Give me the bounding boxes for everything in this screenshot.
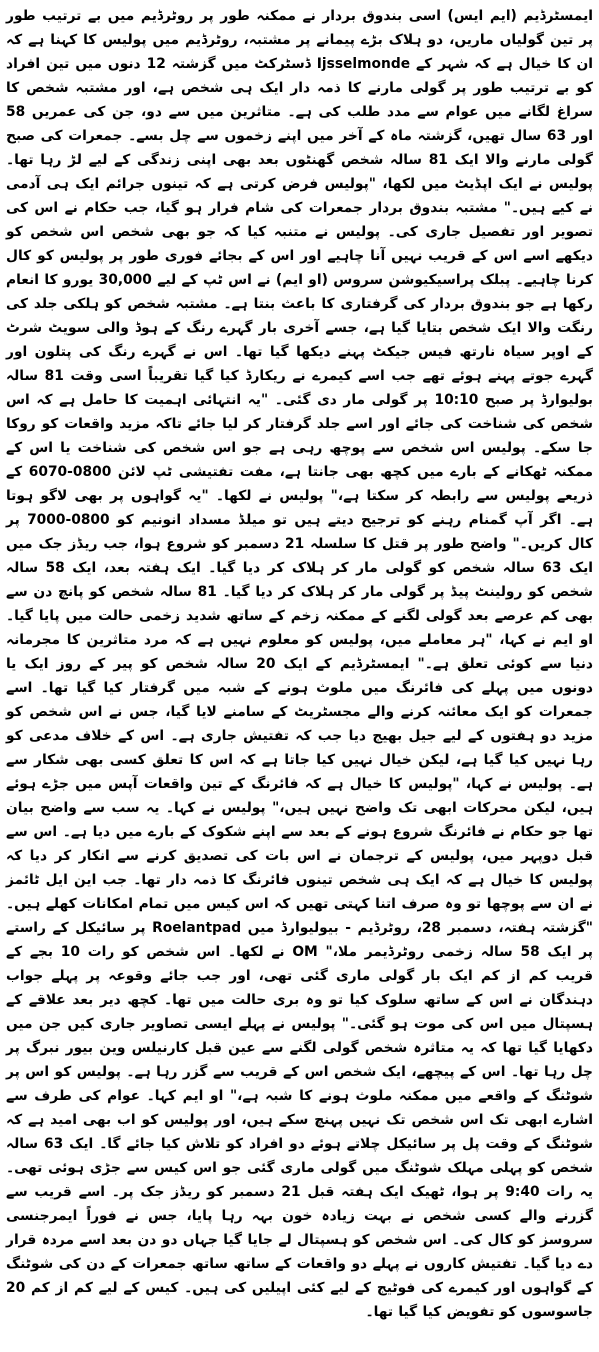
article-body: ایمسٹرڈیم (ایم ایس) اسی بندوق بردار نے ممکنہ طور پر روٹرڈیم میں بے ترتیب طور پر تین گولیاں ماریں، دو ہلاک بڑے پیمانے پر مشتبہ، روٹرڈیم میں پولیس کا کہنا ہے کہ ان کا خیال ہے کہ شہر کے Ijsselmonde ڈسٹرکٹ میں گزشتہ 12 دنوں میں تین افراد کو بے ترتیب طور پر گولی مارنے کا ذمہ دار ایک ہی شخص ہے، اور مشتبہ شخص کا سراغ لگانے میں عوام سے مدد طلب کی ہے۔ متاثرین میں سے دو، جن کی عمریں 58 اور 63 سال تھیں، گزشتہ ماہ کے آخر میں اپنے زخموں سے چل بسے۔ جمعرات کی صبح گولی مارنے والا ایک 81 سالہ شخص گھنٹوں بعد بھی اپنی زندگی کے لیے لڑ رہا تھا۔ پولیس نے ایک اپڈیٹ میں لکھا، "پولیس فرض کرتی ہے کہ تینوں جرائم ایک ہی آدمی نے کیے ہیں۔" مشتبہ بندوق بردار جمعرات کی شام فرار ہو گیا، جب حکام نے اس کی تصویر اور تفصیل جاری کی۔ پولیس نے متنبہ کیا کہ جو بھی شخص اس شخص کو دیکھے اسے اس کے قریب نہیں آنا چاہیے اور اس کے بجائے فوری طور پر پولیس کو کال کرنا چاہیے۔ پبلک پراسیکیوشن سروس (او ایم) نے اس ٹپ کے لیے 30,000 یورو کا انعام رکھا ہے جو بندوق بردار کی گرفتاری کا باعث بنتا ہے۔ مشتبہ شخص کو ہلکی جلد کی رنگت والا ایک شخص بتایا گیا ہے، جسے آخری بار گہرے رنگ کے ہوڈ والی سویٹ شرٹ کے اوپر سیاہ نارتھ فیس جیکٹ پہنے دیکھا گیا تھا۔ اس نے گہرے رنگ کی پتلون اور گہرے جوتے پہنے ہوئے تھے جب اسے کیمرے نے ریکارڈ کیا گیا تقریباً اسی وقت 81 سالہ بولیوارڈ پر صبح 10:10 پر گولی مار دی گئی۔ "یہ انتہائی اہمیت کا حامل ہے کہ اس شخص کی شناخت کی جائے اور اسے جلد گرفتار کر لیا جائے تاکہ مزید واقعات کو روکا جا سکے۔ پولیس اس شخص سے پوچھ رہی ہے جو اس شخص کی شناخت یا اس کے ممکنہ ٹھکانے کے بارے میں کچھ بھی جانتا ہے، مفت تفتیشی ٹپ لائن 0800-6070 کے ذریعے پولیس سے رابطہ کر سکتا ہے،" پولیس نے لکھا۔ "یہ گواہوں پر بھی لاگو ہوتا ہے۔ اگر آپ گمنام رہنے کو ترجیح دیتے ہیں تو میلڈ مسداد انونیم کو 0800-7000 پر کال کریں۔" واضح طور پر قتل کا سلسلہ 21 دسمبر کو شروع ہوا، جب ریڈز جک میں ایک 63 سالہ شخص کو گولی مار کر ہلاک کر دیا گیا۔ ایک ہفتہ بعد، ایک 58 سالہ شخص کو رولینٹ پیڈ پر گولی مار کر ہلاک کر دیا گیا۔ 81 سالہ شخص کو پانچ دن سے بھی کم عرصے بعد گولی لگنے کے ممکنہ زخم کے ساتھ شدید زخمی حالت میں پایا گیا۔ او ایم نے کہا، "ہر معاملے میں، پولیس کو معلوم نہیں ہے کہ مرد متاثرین کا مجرمانہ دنیا سے کوئی تعلق ہے۔" ایمسٹرڈیم کے ایک 20 سالہ شخص کو پیر کے روز ایک یا دونوں میں پہلے کی فائرنگ میں ملوث ہونے کے شبہ میں گرفتار کیا گیا تھا۔ اسے جمعرات کو ایک معائنہ کرنے والے مجسٹریٹ کے سامنے لایا گیا، جس نے اس شخص کو مزید دو ہفتوں کے لیے جیل بھیج دیا جب کہ تفتیش جاری ہے۔ اس کے خلاف مدعی کو رہا نہیں کیا گیا ہے، لیکن خیال نہیں کیا جاتا ہے کہ اس کا تعلق کسی بھی شکار سے ہے۔ پولیس نے کہا، "پولیس کا خیال ہے کہ فائرنگ کے تین واقعات آپس میں جڑے ہوئے ہیں، لیکن محرکات ابھی تک واضح نہیں ہیں،" پولیس نے کہا۔ یہ سب سے واضح بیان تھا جو حکام نے فائرنگ شروع ہونے کے بعد سے اپنے شکوک کے بارے میں دیا ہے۔ اس سے قبل دوپہر میں، پولیس کے ترجمان نے اس بات کی تصدیق کرنے سے انکار کر دیا کہ پولیس کا خیال ہے کہ ایک ہی شخص تینوں فائرنگ کا ذمہ دار تھا۔ جب این ایل ٹائمز نے ان سے پوچھا تو وہ صرف اتنا کہتی تھیں کہ اس کیس میں تمام امکانات کھلے ہیں۔ "گزشتہ ہفتہ، دسمبر 28، روٹرڈیم - بیولیوارڈ میں Roelantpad پر سائیکل کے راستے پر ایک 58 سالہ زخمی روٹرڈیمر ملا،" OM نے لکھا۔ اس شخص کو رات 10 بجے کے قریب کم از کم ایک بار گولی ماری گئی تھی، اور جب جائے وقوعہ پر پہلے جواب دہندگان نے اس کے ساتھ سلوک کیا تو وہ بری حالت میں تھا۔ کچھ دیر بعد علاقے کے ہسپتال میں اس کی موت ہو گئی۔" پولیس نے پہلے ایسی تصاویر جاری کیں جن میں دکھایا گیا تھا کہ یہ متاثرہ شخص گولی لگنے سے عین قبل کارنیلس وین بیور نبرگ پر چل رہا تھا۔ اس کے پیچھے، ایک شخص اس کے قریب سے گزر رہا ہے۔ پولیس کو اس پر شوٹنگ کے واقعے میں ممکنہ ملوث ہونے کا شبہ ہے،" او ایم کہا۔ عوام کی طرف سے اشارے ابھی تک اس شخص تک نہیں پہنچ سکے ہیں، اور پولیس کو اب بھی امید ہے کہ شوٹنگ کے وقت پل پر سائیکل چلاتے ہوئے دو افراد کو تلاش کیا جائے گا۔ ایک 63 سالہ شخص کو پہلی مہلک شوٹنگ میں گولی ماری گئی جو اس کیس سے جڑی ہوئی تھی۔ یہ رات 9:40 پر ہوا، ٹھیک ایک ہفتہ قبل 21 دسمبر کو ریڈز جک پر۔ اسے قریب سے گزرنے والے کسی شخص نے بہت زیادہ خون بہہ رہا پایا، جس نے فوراً ایمرجنسی سروسز کو کال کی۔ اس شخص کو ہسپتال لے جایا گیا جہاں دو دن بعد اسے مردہ قرار دے دیا گیا۔ تفتیش کاروں نے پہلے دو واقعات کے ساتھ ساتھ جمعرات کے دن کی شوٹنگ کے گواہوں اور کیمرے کی فوٹیج کے لیے کئی اپیلیں کی ہیں۔ کیس کے لیے کم از کم 20 جاسوسوں کو تفویض کیا گیا تھا۔ xyxy=(6,8,594,1320)
